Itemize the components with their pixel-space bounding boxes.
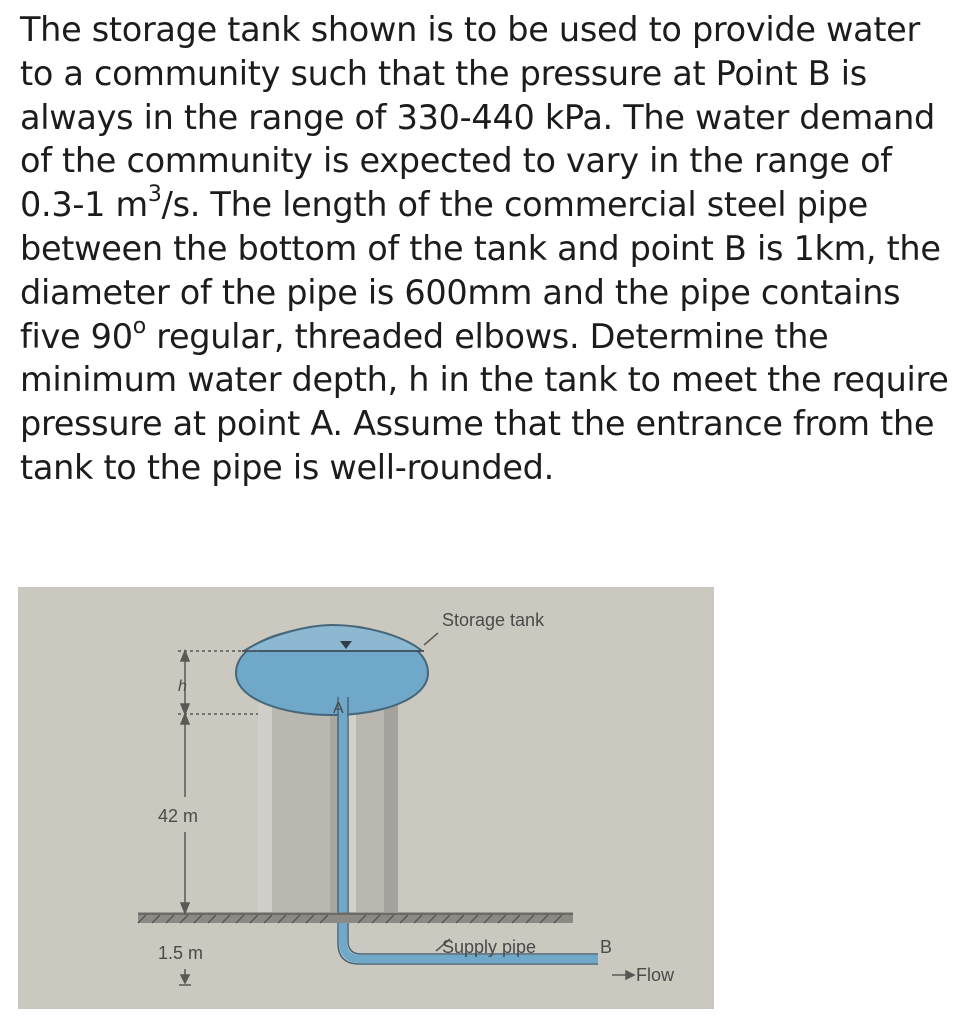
h-label: h [178, 678, 187, 695]
superscript-degree: o [132, 313, 146, 339]
problem-text-1: The storage tank shown is to be used to provide water to a community such that the pressure at Point B is always in the range of 330-440 kPa. The water demand of the community is expected to vary in the range of 0.3-1 m [20, 10, 936, 225]
supply-pipe-label: Supply pipe [442, 937, 537, 957]
problem-text-2: /s. The length of the commercial steel pipe between the bottom of the tank and point B is 1km, the diameter of the pipe is 600mm and the pipe contains five 90 [20, 185, 941, 356]
point-b-label: B [600, 937, 613, 957]
water-tank [236, 625, 428, 715]
flow-label: Flow [636, 965, 675, 985]
depth-label: 1.5 m [158, 943, 204, 963]
point-a-label: A [333, 700, 344, 717]
problem-text-3: regular, threaded elbows. Determine the minimum water depth, h in the tank to meet the require pressure at point A. Assume that the entrance from the tank to the pipe is well-rounded. [20, 316, 949, 487]
ground-line [138, 914, 573, 923]
height-label: 42 m [158, 806, 199, 826]
storage-tank-figure [18, 587, 714, 1009]
problem-statement [20, 8, 960, 490]
storage-tank-label: Storage tank [442, 610, 545, 630]
superscript-cubed: 3 [147, 182, 162, 208]
